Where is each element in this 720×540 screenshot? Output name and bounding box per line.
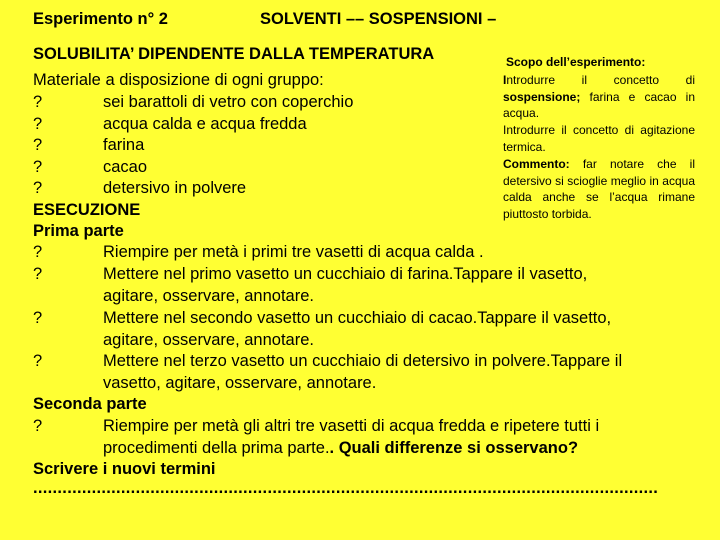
question-text: . Quali differenze si osservano? [329, 439, 579, 457]
scope-text: ntrodurre il concetto di [506, 72, 695, 87]
step-text: Riempire per metà i primi tre vasetti di acqua calda . [103, 243, 484, 261]
bullet-icon: ? [33, 115, 43, 133]
scope-heading: Scopo dell’esperimento: [506, 55, 646, 69]
step-text-continued: vasetto, agitare, osservare, annotare. [103, 374, 377, 392]
materials-item-text: detersivo in polvere [103, 179, 247, 197]
step-text: Mettere nel primo vasetto un cucchiaio di farina.Tappare il vasetto, [103, 265, 588, 283]
experiment-number: Esperimento n° 2 [33, 10, 168, 28]
bullet-icon: ? [33, 309, 43, 327]
write-terms: Scrivere i nuovi termini [33, 460, 216, 478]
part2-heading: Seconda parte [33, 395, 147, 413]
execution-heading: ESECUZIONE [33, 201, 141, 219]
materials-item-text: cacao [103, 158, 148, 176]
part1-heading: Prima parte [33, 222, 124, 240]
bullet-icon: ? [33, 417, 43, 435]
scope-paragraph-1 [503, 72, 695, 122]
materials-item-text: farina [103, 136, 145, 154]
bullet-icon: ? [33, 93, 43, 111]
scope-tail: farina e cacao in acqua. [503, 89, 695, 121]
step-text-continued: agitare, osservare, annotare. [103, 331, 314, 349]
bullet-icon: ? [33, 265, 43, 283]
step-text-continued [103, 438, 578, 458]
bullet-icon: ? [33, 179, 43, 197]
comment-label: Commento: [503, 156, 570, 171]
comment-text: far notare che il detersivo si scioglie meglio in acqua calda anche se l’acqua rimane piuttosto torbida. [503, 156, 695, 222]
bullet-icon: ? [33, 158, 43, 176]
step-text-continued: agitare, osservare, annotare. [103, 287, 314, 305]
step-text: Mettere nel terzo vasetto un cucchiaio di detersivo in polvere.Tappare il [103, 352, 623, 370]
step-text-plain: procedimenti della prima parte. [103, 439, 330, 457]
step-text: Mettere nel secondo vasetto un cucchiaio di cacao.Tappare il vasetto, [103, 309, 612, 327]
materials-item-text: sei barattoli di vetro con coperchio [103, 93, 354, 111]
title-line2: SOLUBILITA’ DIPENDENTE DALLA TEMPERATURA [33, 45, 435, 63]
scope-paragraph-2: Introdurre il concetto di agitazione termica. [503, 123, 695, 154]
materials-item-text: acqua calda e acqua fredda [103, 115, 307, 133]
side-note [503, 54, 695, 223]
title-right: SOLVENTI –– SOSPENSIONI – [260, 10, 497, 28]
bullet-icon: ? [33, 136, 43, 154]
bullet-icon: ? [33, 243, 43, 261]
comment-paragraph [503, 156, 695, 223]
bullet-icon: ? [33, 352, 43, 370]
answer-dotted-line: ................................................................................................................................ [33, 479, 659, 497]
scope-initial: I [503, 72, 507, 87]
materials-heading: Materiale a disposizione di ogni gruppo: [33, 71, 324, 89]
step-text: Riempire per metà gli altri tre vasetti di acqua fredda e ripetere tutti i [103, 417, 600, 435]
scope-term: sospensione; [503, 89, 581, 104]
